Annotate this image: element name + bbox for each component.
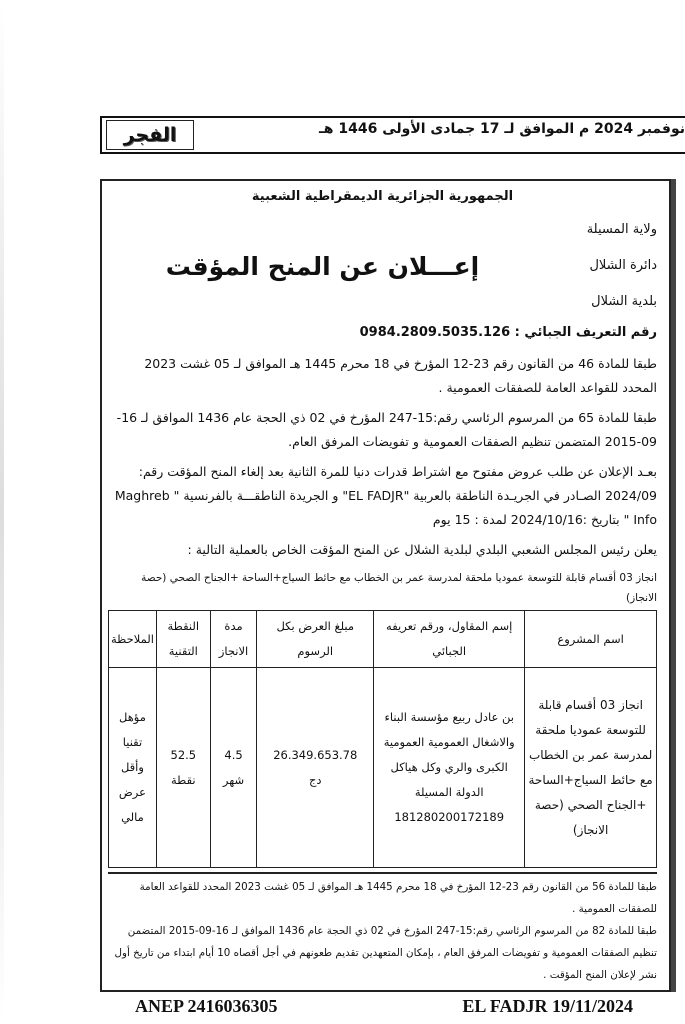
col-duration: مدة الانجاز [210,611,257,668]
duration-value: 4.5 [224,747,243,762]
score-unit: نقطة [171,772,196,787]
anep-reference: ANEP 2416036305 [135,996,278,1016]
announcement-wrapper [100,179,678,1018]
heading-row [108,212,657,320]
col-amount: مبلغ العرض بكل الرسوم [257,611,374,668]
tender-paragraph: بعـد الإعلان عن طلب عروض مفتوح مع اشتراط قدرات دنيا للمرة الثانية بعد إلغاء المنح المؤقت رقم: 2024/09 الصـادر في الجريـدة الناطقة بالعربية "EL FADJR" و الجريدة الناطقـــة بالفرنسية " Maghreb Info " بتاريخ :2024/10/16 لمدة : 15 يوم [114,464,657,527]
contractor-name: بن عادل ربيع مؤسسة البناء والاشغال العمومية العمومية الكبرى والري وكل هياكل الدولة المسيلة [383,710,515,799]
tax-id: رقم التعريف الجبائي : 0984.2809.5035.126 [359,325,657,340]
cell-remark: مؤهل تقنيا وأقل عرض مالي [109,668,157,868]
col-contractor: إسم المقاول، ورقم تعريفه الجبائي [374,611,525,668]
award-statement: يعلن رئيس المجلس الشعبي البلدي لبلدية الشلال عن المنح المؤقت الخاص بالعملية التالية : [187,542,657,557]
legal-paragraph-1: طبقا للمادة 46 من القانون رقم 23-12 المؤرخ في 18 محرم 1445 هـ الموافق لـ 05 غشت 2023 المحدد للقواعد العامة للصفقات العمومية . [144,356,657,395]
duration-unit: شهر [222,772,245,787]
amount-value: 26.349.653.78 [273,747,358,762]
title-area [108,252,537,281]
contractor-tax-id: 181280200172189 [394,810,505,824]
issue-date: نوفمبر 2024 م الموافق لـ 17 جمادى الأولى 1446 هـ [318,121,685,137]
cell-duration [210,668,257,868]
announcement-box [100,179,671,992]
operation-line: انجاز 03 أقسام قابلة للتوسعة عموديا ملحقة لمدرسة عمر بن الخطاب مع حائط السياج+الساحة +الجناح الصحي (حصة الانجاز) [141,572,657,604]
cell-project: انجاز 03 أقسام قابلة للتوسعة عموديا ملحقة لمدرسة عمر بن الخطاب مع حائط السياج+الساحة +الجناح الصحي (حصة الانجاز) [525,668,657,868]
wilaya-label: ولاية المسيلة [586,222,657,237]
administrative-labels [537,212,657,320]
note-line-2: طبقا للمادة 82 من المرسوم الرئاسي رقم:15-247 المؤرخ في 02 ذي الحجة عام 1436 الموافق لـ 16-09-2015 المتضمن تنظيم الصفقات العمومية و تفويضات المرفق العام ، بإمكان المتعهدين تقديم طعونهم في أجل أقصاه 10 أيام ابتداء من تاريخ أول نشر لإعلان المنح المؤقت . [114,925,657,981]
newspaper-logo: الفجر [106,120,194,150]
table-row [109,668,657,868]
republic-heading: الجمهورية الجزائرية الديمقراطية الشعبية [251,189,514,204]
publication-reference: EL FADJR 19/11/2024 [462,996,633,1016]
table-header-row [109,611,657,668]
note-line-1: طبقا للمادة 56 من القانون رقم 23-12 المؤرخ في 18 محرم 1445 هـ الموافق لـ 05 غشت 2023 المحدد للقواعد العامة للصفقات العمومية . [139,881,657,915]
amount-currency: دج [308,772,322,787]
footer-row [100,992,678,1018]
cell-amount [257,668,374,868]
cell-contractor [374,668,525,868]
col-remark: الملاحظة [109,611,157,668]
daira-label: دائرة الشلال [589,258,657,273]
scan-edge [0,0,4,1024]
announcement-title: إعـــلان عن المنح المؤقت [165,251,480,281]
award-table [108,610,657,868]
baladia-label: بلدية الشلال [591,294,657,309]
col-project: اسم المشروع [525,611,657,668]
col-score: النقطة التقنية [156,611,210,668]
cell-score [156,668,210,868]
legal-paragraph-2: طبقا للمادة 65 من المرسوم الرئاسي رقم:15-247 المؤرخ في 02 ذي الحجة عام 1436 الموافق لـ 16-09-2015 المتضمن تنظيم الصفقات العمومية و تفويضات المرفق العام. [116,410,657,449]
score-value: 52.5 [170,747,197,762]
closing-notes [108,872,657,986]
